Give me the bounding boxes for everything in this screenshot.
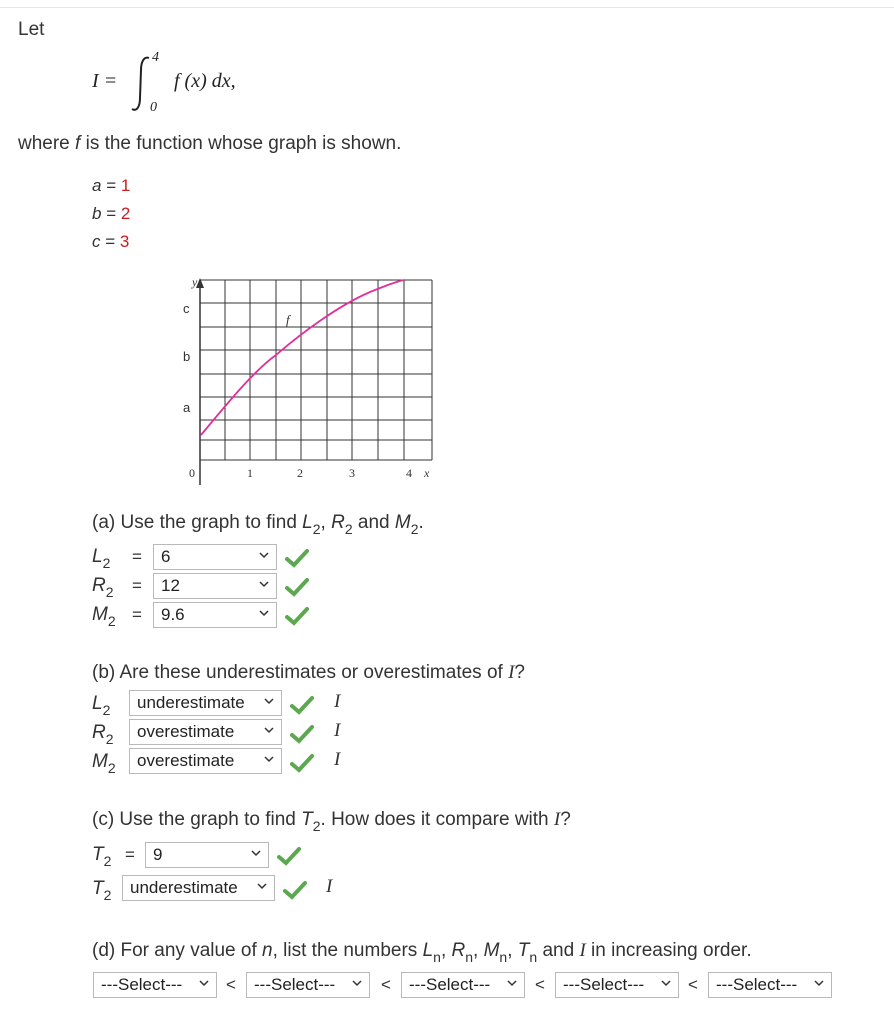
check-icon xyxy=(290,724,314,744)
check-icon xyxy=(285,548,309,568)
constant-a: a = 1 xyxy=(92,176,131,195)
t2-value-select[interactable] xyxy=(145,842,269,868)
m2-estimate-select[interactable] xyxy=(129,748,282,774)
part-a-eq-l2: = xyxy=(132,547,142,566)
less-than-3: < xyxy=(535,975,545,994)
y-axis-label: y xyxy=(192,275,198,289)
check-icon xyxy=(290,695,314,715)
integral-expression xyxy=(92,50,312,120)
part-a-row-l2: $L_2$ xyxy=(92,546,111,571)
part-d-question: (d) For any value of n, list the numbers $L_n$, $R_n$, $M_n$, $T_n$ and I in increasing order. xyxy=(92,940,752,965)
check-icon xyxy=(277,846,301,866)
l2-estimate-select[interactable] xyxy=(129,690,282,716)
m2-estimate-value: overestimate xyxy=(137,751,235,770)
part-b-row-r2: $R_2$ xyxy=(92,722,114,747)
order-select-1-value: ---Select--- xyxy=(101,975,183,994)
part-c-eq: = xyxy=(125,845,135,864)
chevron-down-icon xyxy=(507,978,517,988)
l2-value-select[interactable] xyxy=(153,544,277,570)
m2-selected-value: 9.6 xyxy=(161,605,185,624)
part-b-rhs-r2: I xyxy=(334,720,341,741)
where-text: where f is the function whose graph is shown. xyxy=(18,133,402,154)
chevron-down-icon xyxy=(352,978,362,988)
part-a-eq-m2: = xyxy=(132,605,142,624)
order-select-5-value: ---Select--- xyxy=(716,975,798,994)
t2-selected-value: 9 xyxy=(153,845,163,864)
order-select-5[interactable] xyxy=(708,972,832,998)
chevron-down-icon xyxy=(259,579,269,589)
integrand: f (x) dx, xyxy=(174,70,236,92)
l2-estimate-value: underestimate xyxy=(137,693,245,712)
less-than-1: < xyxy=(226,975,236,994)
r2-value-select[interactable] xyxy=(153,573,277,599)
let-label: Let xyxy=(18,19,45,40)
part-a-question: (a) Use the graph to find $L_2$, $R_2$ and $M_2$. xyxy=(92,512,424,537)
integral-lhs: I = xyxy=(92,70,118,92)
check-icon xyxy=(285,577,309,597)
part-a-row-r2: $R_2$ xyxy=(92,575,114,600)
integral-lower-limit: 0 xyxy=(150,100,157,115)
x-tick-1: 1 xyxy=(247,466,253,480)
x-axis-label: x xyxy=(424,466,430,480)
check-icon xyxy=(290,753,314,773)
constant-c: c = 3 xyxy=(92,232,130,251)
part-c-rhs: I xyxy=(326,876,333,897)
m2-value-select[interactable] xyxy=(153,602,277,628)
t2-estimate-select[interactable] xyxy=(122,875,275,901)
chevron-down-icon xyxy=(257,881,267,891)
part-b-row-m2: $M_2$ xyxy=(92,751,116,776)
graph-svg xyxy=(170,270,440,495)
x-tick-2: 2 xyxy=(297,466,303,480)
part-a-row-m2: $M_2$ xyxy=(92,604,116,629)
y-tick-a: a xyxy=(183,400,191,415)
x-tick-3: 3 xyxy=(349,466,355,480)
chevron-down-icon xyxy=(264,696,274,706)
order-select-2[interactable] xyxy=(246,972,370,998)
chevron-down-icon xyxy=(661,978,671,988)
l2-selected-value: 6 xyxy=(161,547,171,566)
chevron-down-icon xyxy=(251,848,261,858)
chevron-down-icon xyxy=(259,550,269,560)
y-tick-b: b xyxy=(183,349,191,364)
chevron-down-icon xyxy=(264,754,274,764)
order-select-4-value: ---Select--- xyxy=(563,975,645,994)
check-icon xyxy=(285,606,309,626)
chevron-down-icon xyxy=(264,725,274,735)
constants-list xyxy=(92,172,130,256)
y-tick-c: c xyxy=(183,301,190,316)
chevron-down-icon xyxy=(259,608,269,618)
part-b-question: (b) Are these underestimates or overestimates of I? xyxy=(92,662,525,683)
part-c-t2-label: $T_2$ xyxy=(92,844,112,869)
r2-selected-value: 12 xyxy=(161,576,180,595)
x-tick-4: 4 xyxy=(406,466,412,480)
top-divider xyxy=(0,0,894,8)
chevron-down-icon xyxy=(199,978,209,988)
part-b-rhs-l2: I xyxy=(334,691,341,712)
function-graph xyxy=(170,270,440,495)
order-select-3[interactable] xyxy=(401,972,525,998)
part-a-eq-r2: = xyxy=(132,576,142,595)
order-select-2-value: ---Select--- xyxy=(254,975,336,994)
r2-estimate-value: overestimate xyxy=(137,722,235,741)
r2-estimate-select[interactable] xyxy=(129,719,282,745)
order-select-1[interactable] xyxy=(93,972,217,998)
function-label: f xyxy=(286,312,290,327)
constant-b: b = 2 xyxy=(92,204,131,223)
chevron-down-icon xyxy=(814,978,824,988)
integral-upper-limit: 4 xyxy=(152,50,159,65)
x-tick-0: 0 xyxy=(189,466,195,480)
part-b-rhs-m2: I xyxy=(334,749,341,770)
less-than-4: < xyxy=(688,975,698,994)
order-select-3-value: ---Select--- xyxy=(409,975,491,994)
check-icon xyxy=(283,880,307,900)
grid-lines xyxy=(200,280,432,460)
part-c-question: (c) Use the graph to find $T_2$. How does it compare with I? xyxy=(92,809,571,834)
part-b-row-l2: $L_2$ xyxy=(92,693,111,718)
t2-estimate-value: underestimate xyxy=(130,878,238,897)
less-than-2: < xyxy=(381,975,391,994)
order-select-4[interactable] xyxy=(555,972,679,998)
part-c-compare-label: $T_2$ xyxy=(92,878,112,903)
